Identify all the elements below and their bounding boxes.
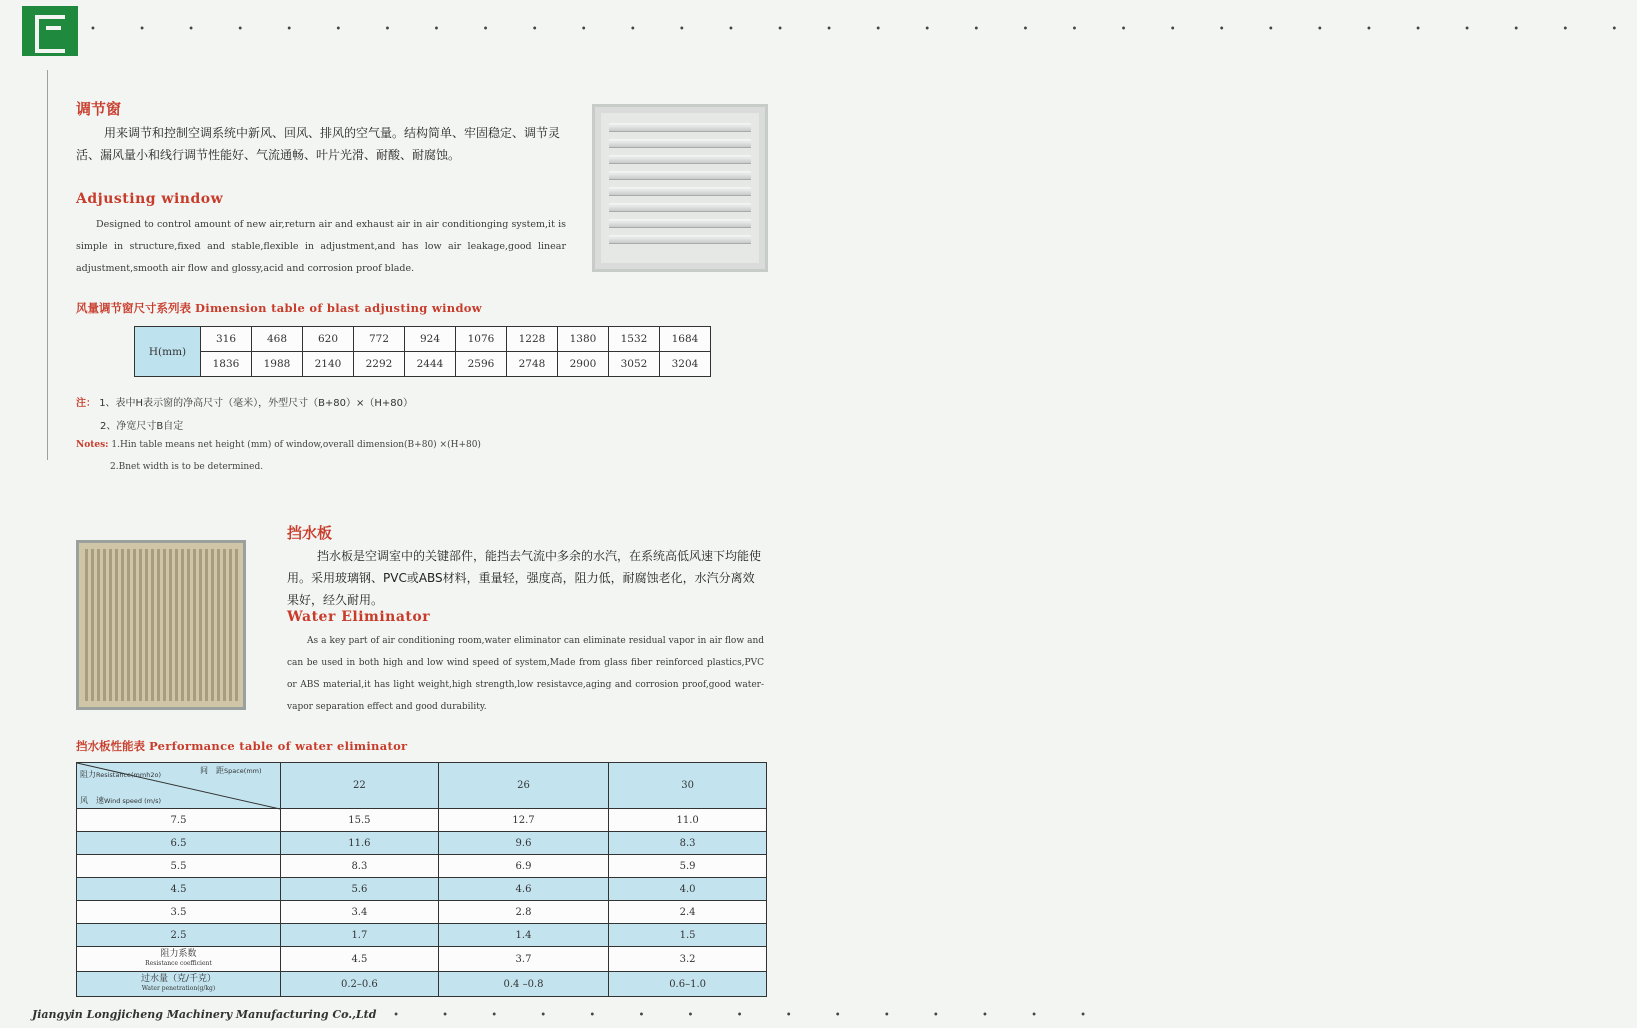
water-eliminator-photo: [76, 540, 246, 710]
performance-row: [77, 832, 767, 855]
eliminator-blade: [121, 549, 124, 701]
wind-speed-cell: 5.5: [77, 855, 281, 878]
hdr-wind-en: Wind speed (m/s): [104, 797, 162, 805]
pen-label-en: Water penetration(g/kg): [141, 985, 216, 992]
notes-cn-line2: 2、净宽尺寸B自定: [100, 421, 184, 432]
eliminator-blade: [223, 549, 226, 701]
header-dots: • • • • • • • • • • • • • • • • • • • • • • • • • • • • • • • •: [90, 24, 1637, 35]
coef-value: 4.5: [281, 947, 439, 972]
wind-speed-cell: 6.5: [77, 832, 281, 855]
eliminator-desc-cn: 挡水板是空调室中的关键部件，能挡去气流中多余的水汽，在系统高低风速下均能使用。采用玻璃钢、PVC或ABS材料，重量轻，强度高，阻力低，耐腐蚀老化，水汽分离效果好，经久耐用。: [287, 549, 762, 607]
notes-cn-1: [76, 394, 413, 409]
resistance-cell: 4.6: [438, 878, 608, 901]
resistance-cell: 5.9: [609, 855, 767, 878]
eliminator-blade: [187, 549, 190, 701]
eliminator-title-cn: 挡水板: [287, 524, 333, 542]
space-header: 22: [281, 763, 439, 809]
eliminator-blade: [163, 549, 166, 701]
dimension-cell: 3204: [660, 352, 711, 377]
dimension-cell: 1684: [660, 327, 711, 352]
wind-speed-cell: 7.5: [77, 809, 281, 832]
notes-en-1: [76, 440, 481, 450]
performance-row: [77, 924, 767, 947]
resistance-cell: 2.8: [438, 901, 608, 924]
eliminator-blade: [169, 549, 172, 701]
resistance-cell: 2.4: [609, 901, 767, 924]
dimension-title-cn: 风量调节窗尺寸系列表: [76, 301, 191, 315]
hdr-wind-cn: 风 速: [80, 796, 104, 805]
eliminator-desc-en: As a key part of air conditioning room,water eliminator can eliminate residual vapor in air flow and can be used in both high and low wind speed of system,Made from glass fiber reinforced plastics,PVC or ABS material,it has light weight,high strength,low resistavce,aging and corrosion proof,good water-vapor separation effect and good durability.: [287, 636, 764, 712]
resistance-cell: 1.4: [438, 924, 608, 947]
dimension-cell: 1076: [456, 327, 507, 352]
resistance-cell: 3.4: [281, 901, 439, 924]
resistance-cell: 9.6: [438, 832, 608, 855]
dimension-title-en: Dimension table of blast adjusting window: [195, 301, 482, 315]
resistance-cell: 8.3: [281, 855, 439, 878]
eliminator-blade: [217, 549, 220, 701]
dimension-cell: 772: [354, 327, 405, 352]
dimension-cell: 2900: [558, 352, 609, 377]
dimension-cell: 1988: [252, 352, 303, 377]
coef-value: 3.2: [609, 947, 767, 972]
notes-cn-label: 注：: [76, 398, 96, 409]
coef-label: [77, 947, 281, 972]
dimension-cell: 2140: [303, 352, 354, 377]
eliminator-blade: [109, 549, 112, 701]
dimension-cell: 924: [405, 327, 456, 352]
divider-line: [47, 70, 48, 460]
hdr-space-en: Space(mm): [224, 767, 262, 775]
dimension-cell: 2596: [456, 352, 507, 377]
dimension-table: [134, 326, 711, 377]
pen-label: [77, 972, 281, 997]
wind-speed-cell: 4.5: [77, 878, 281, 901]
space-header: 30: [609, 763, 767, 809]
hdr-resistance-cn: 阻力: [80, 770, 96, 779]
notes-en-line2: 2.Bnet width is to be determined.: [110, 462, 264, 472]
eliminator-blade: [103, 549, 106, 701]
performance-row: [77, 878, 767, 901]
eliminator-blade: [199, 549, 202, 701]
wind-speed-cell: 2.5: [77, 924, 281, 947]
eliminator-blade: [133, 549, 136, 701]
eliminator-blade: [91, 549, 94, 701]
space-header: 26: [438, 763, 608, 809]
eliminator-blade: [211, 549, 214, 701]
hdr-space-cn: 间 距: [200, 766, 224, 775]
adjusting-title-en: Adjusting window: [76, 191, 224, 207]
dimension-cell: 1836: [201, 352, 252, 377]
coef-value: 3.7: [438, 947, 608, 972]
performance-corner-header: [77, 763, 281, 809]
dimension-row-header: H(mm): [135, 327, 201, 377]
dimension-cell: 1228: [507, 327, 558, 352]
eliminator-blade: [97, 549, 100, 701]
performance-table-title: [76, 738, 407, 754]
eliminator-blade: [127, 549, 130, 701]
dimension-table-title: [76, 300, 482, 316]
dimension-cell: 3052: [609, 352, 660, 377]
performance-table: [76, 762, 767, 997]
dimension-cell: 468: [252, 327, 303, 352]
dimension-cell: 1532: [609, 327, 660, 352]
eliminator-blade: [139, 549, 142, 701]
eliminator-blade: [85, 549, 88, 701]
resistance-cell: 4.0: [609, 878, 767, 901]
performance-title-en: Performance table of water eliminator: [149, 739, 408, 753]
dimension-cell: 620: [303, 327, 354, 352]
pen-label-cn: 过水量（克/千克）: [140, 974, 217, 984]
footer-dots: • • • • • • • • • • • • • • • •: [344, 1010, 1107, 1021]
performance-row: [77, 809, 767, 832]
resistance-cell: 1.5: [609, 924, 767, 947]
eliminator-blade: [151, 549, 154, 701]
adjusting-desc-cn: 用来调节和控制空调系统中新风、回风、排风的空气量。结构简单、牢固稳定、调节灵活、漏风量小和线行调节性能好、气流通畅、叶片光滑、耐酸、耐腐蚀。: [76, 126, 561, 162]
adjusting-window-photo: [592, 104, 768, 272]
resistance-cell: 6.9: [438, 855, 608, 878]
eliminator-blade: [175, 549, 178, 701]
performance-row: [77, 901, 767, 924]
dimension-cell: 2444: [405, 352, 456, 377]
eliminator-title-en: Water Eliminator: [287, 609, 431, 625]
performance-row: [77, 855, 767, 878]
coef-label-cn: 阻力系数: [160, 949, 197, 959]
resistance-cell: 1.7: [281, 924, 439, 947]
eliminator-blade: [235, 549, 238, 701]
pen-value: 0.4 –0.8: [438, 972, 608, 997]
adjusting-desc-en: Designed to control amount of new air,return air and exhaust air in air conditionging system,it is simple in structure,fixed and stable,flexible in adjustment,and has low air leakage,good linear adjustment,smooth air flow and glossy,acid and corrosion proof blade.: [76, 219, 566, 274]
dimension-cell: 2292: [354, 352, 405, 377]
resistance-cell: 15.5: [281, 809, 439, 832]
resistance-cell: 12.7: [438, 809, 608, 832]
eliminator-blade: [205, 549, 208, 701]
eliminator-blade: [181, 549, 184, 701]
notes-cn-line1: 1、表中H表示窗的净高尺寸（毫米），外型尺寸（B+80）×（H+80）: [99, 398, 414, 409]
eliminator-blade: [157, 549, 160, 701]
resistance-cell: 11.0: [609, 809, 767, 832]
dimension-cell: 1380: [558, 327, 609, 352]
eliminator-blade: [193, 549, 196, 701]
hdr-resistance-en: Resistance(mmh2o): [96, 771, 161, 779]
pen-value: 0.2–0.6: [281, 972, 439, 997]
pen-value: 0.6–1.0: [609, 972, 767, 997]
eliminator-blade: [115, 549, 118, 701]
footer-company: Jiangyin Longjicheng Machinery Manufacturing Co.,Ltd: [32, 1008, 377, 1021]
eliminator-blade: [229, 549, 232, 701]
notes-en-line1: 1.Hin table means net height (mm) of window,overall dimension(B+80) ×(H+80): [111, 440, 481, 450]
adjusting-title-cn: 调节窗: [76, 100, 122, 118]
resistance-cell: 5.6: [281, 878, 439, 901]
dimension-cell: 316: [201, 327, 252, 352]
wind-speed-cell: 3.5: [77, 901, 281, 924]
resistance-cell: 8.3: [609, 832, 767, 855]
resistance-cell: 11.6: [281, 832, 439, 855]
eliminator-blade: [145, 549, 148, 701]
dimension-cell: 2748: [507, 352, 558, 377]
notes-en-label: Notes:: [76, 440, 109, 450]
coef-label-en: Resistance coefficient: [145, 960, 212, 967]
performance-title-cn: 挡水板性能表: [76, 739, 145, 753]
company-logo: [22, 6, 78, 56]
